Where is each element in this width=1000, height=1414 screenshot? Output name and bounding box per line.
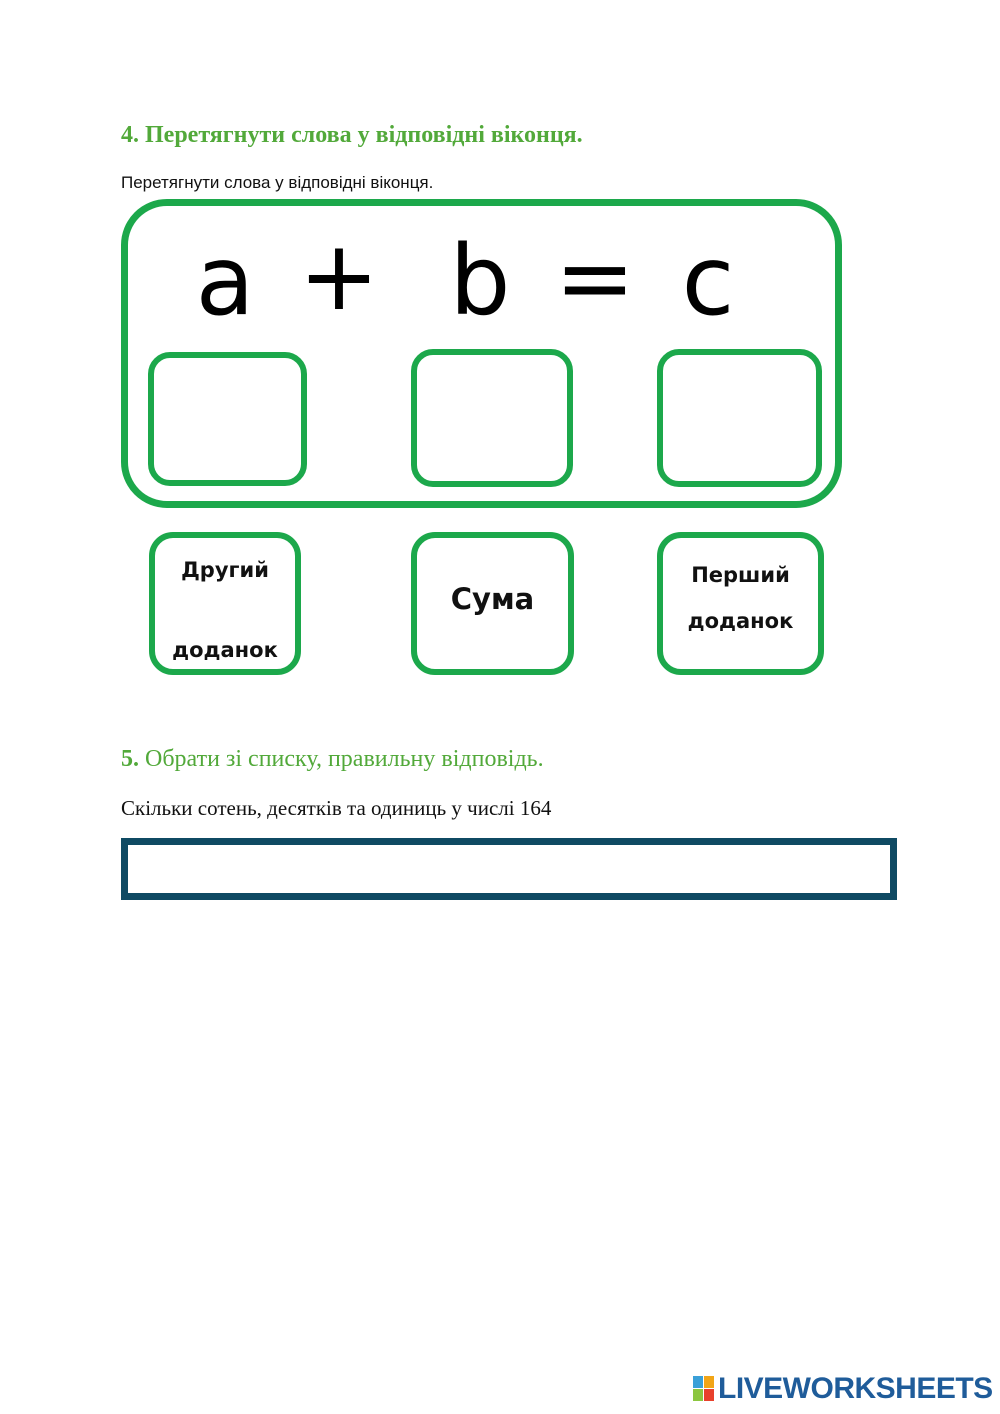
formula-symbol-equals: = <box>554 222 636 334</box>
drag-card-first-addend[interactable] <box>657 532 824 675</box>
exercise-5-title <box>121 746 544 773</box>
formula-symbol-a: a <box>195 225 255 337</box>
exercise-4-instruction: Перетягнути слова у відповідні віконця. <box>121 173 434 192</box>
liveworksheets-brand <box>693 1374 993 1404</box>
card-line-2: доданок <box>172 638 278 662</box>
exercise-4-number: 4. <box>121 122 139 148</box>
liveworksheets-logo-icon <box>693 1376 715 1402</box>
answer-dropdown[interactable] <box>121 838 897 900</box>
formula-symbol-b: b <box>449 225 511 337</box>
formula-symbol-c: c <box>681 225 735 337</box>
card-line-1: Сума <box>450 582 535 616</box>
formula-symbol-plus: + <box>298 220 380 332</box>
exercise-5-number: 5. <box>121 746 139 772</box>
exercise-4-title <box>121 122 583 149</box>
drop-zone-a[interactable] <box>148 352 307 486</box>
drag-card-second-addend[interactable] <box>149 532 301 675</box>
brand-name: LIVEWORKSHEETS <box>718 1372 993 1405</box>
drop-zone-c[interactable] <box>657 349 822 487</box>
exercise-5-question: Скільки сотень, десятків та одиниць у числі 164 <box>121 796 552 820</box>
drop-zone-b[interactable] <box>411 349 573 487</box>
card-line-2: доданок <box>687 609 794 633</box>
exercise-4-title-text: Перетягнути слова у відповідні віконця. <box>145 122 583 148</box>
card-line-1: Другий <box>181 558 269 582</box>
card-line-1: Перший <box>691 563 790 587</box>
exercise-5-title-text: Обрати зі списку, правильну відповідь. <box>145 746 544 772</box>
drag-card-sum[interactable] <box>411 532 574 675</box>
